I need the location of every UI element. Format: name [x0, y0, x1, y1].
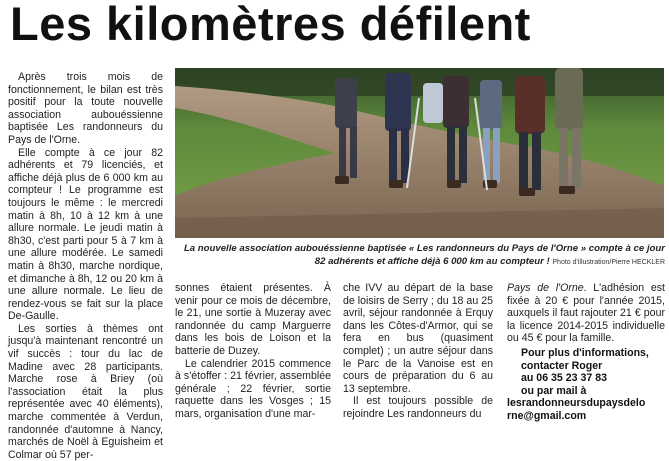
membership-text: . L'adhésion est fixée à 20 € pour l'année 2015, auxquels il faut rajouter 21 € pour la licence 2014-2015 individuelle ou 45 € pour la famille. — [507, 282, 665, 345]
article-column-2 — [175, 282, 331, 421]
article-column-1 — [8, 71, 163, 461]
contact-email[interactable]: rne@gmail.com — [507, 409, 587, 422]
contact-line: ou par mail à — [521, 384, 587, 397]
caption-text: La nouvelle association aubouéssienne baptisée « Les randonneurs du Pays de l'Orne » compte à ce jour 82 adhérents et affiche déjà 6 000 km au compteur ! — [183, 243, 665, 267]
article-column-4 — [507, 282, 665, 423]
association-name: Pays de l'Orne — [507, 282, 584, 294]
paragraph: Les sorties à thèmes ont jusqu'à maintenant rencontré un vif succès : tour du lac de Madine avec 28 participants. Marche rose à Briey (où l'association était la plus représentée avec 40 éléments), marche commentée à Verdun, randonnée d'automne à Nancy, marchés de Noël à Eguisheim et Colmar où 57 per- — [8, 322, 163, 461]
photo-credit: Photo d'illustration/Pierre HECKLER — [552, 258, 665, 266]
paragraph: che IVV au départ de la base de loisirs de Serry ; du 18 au 25 avril, séjour randonnée à Erquy dans les Côtes-d'Armor, qui se fera en bus (quasiment complet) ; un autre séjour dans le Parc de la Vanoise est en cours de préparation du 6 au 13 septembre. — [343, 282, 493, 395]
contact-info — [507, 347, 665, 423]
contact-email[interactable]: lesrandonneursdupaysdelo — [507, 397, 646, 410]
paragraph: Elle compte à ce jour 82 adhérents et 79 licenciés, et affiche déjà plus de 6 000 km au compteur ! Le programme est toujours le même : le mercredi matin à 8h, 10 à 12 km à une allure normale. Le jeudi matin à 8h30, c'est parti pour 5 à 7 km à une allure modérée. Le samedi matin à 8h30, marche nordique, et dimanche à 8h, 12 ou 20 km à une allure normale. Le lieu de rendez-vous se fait sur la place De-Gaulle. — [8, 146, 163, 323]
contact-line: Pour plus d'informations, — [521, 346, 649, 359]
paragraph: Après trois mois de fonctionnement, le bilan est très positif pour la toute nouvelle association aubouéssienne baptisée Les randonneurs du Pays de l'Orne. — [8, 71, 163, 146]
headline: Les kilomètres défilent — [10, 0, 531, 50]
photo-caption — [175, 243, 665, 269]
paragraph: sonnes étaient présentes. À venir pour ce mois de décembre, le 21, une sortie à Muzeray avec randonnée du camp Marguerre dans les bois de Loison et la batterie de Duzey. — [175, 282, 331, 357]
hikers-photo-image — [175, 68, 664, 238]
article-column-3 — [343, 282, 493, 421]
contact-phone: au 06 35 23 37 83 — [521, 372, 607, 385]
paragraph: Le calendrier 2015 commence à s'étoffer : 21 février, assemblée générale ; 22 février, sortie raquette dans les Vosges ; 15 mars, organisation d'une mar- — [175, 357, 331, 420]
paragraph: Il est toujours possible de rejoindre Les randonneurs du — [343, 395, 493, 420]
contact-line: contacter Roger — [521, 359, 603, 372]
paragraph — [507, 282, 665, 345]
hikers-photo — [175, 68, 664, 238]
